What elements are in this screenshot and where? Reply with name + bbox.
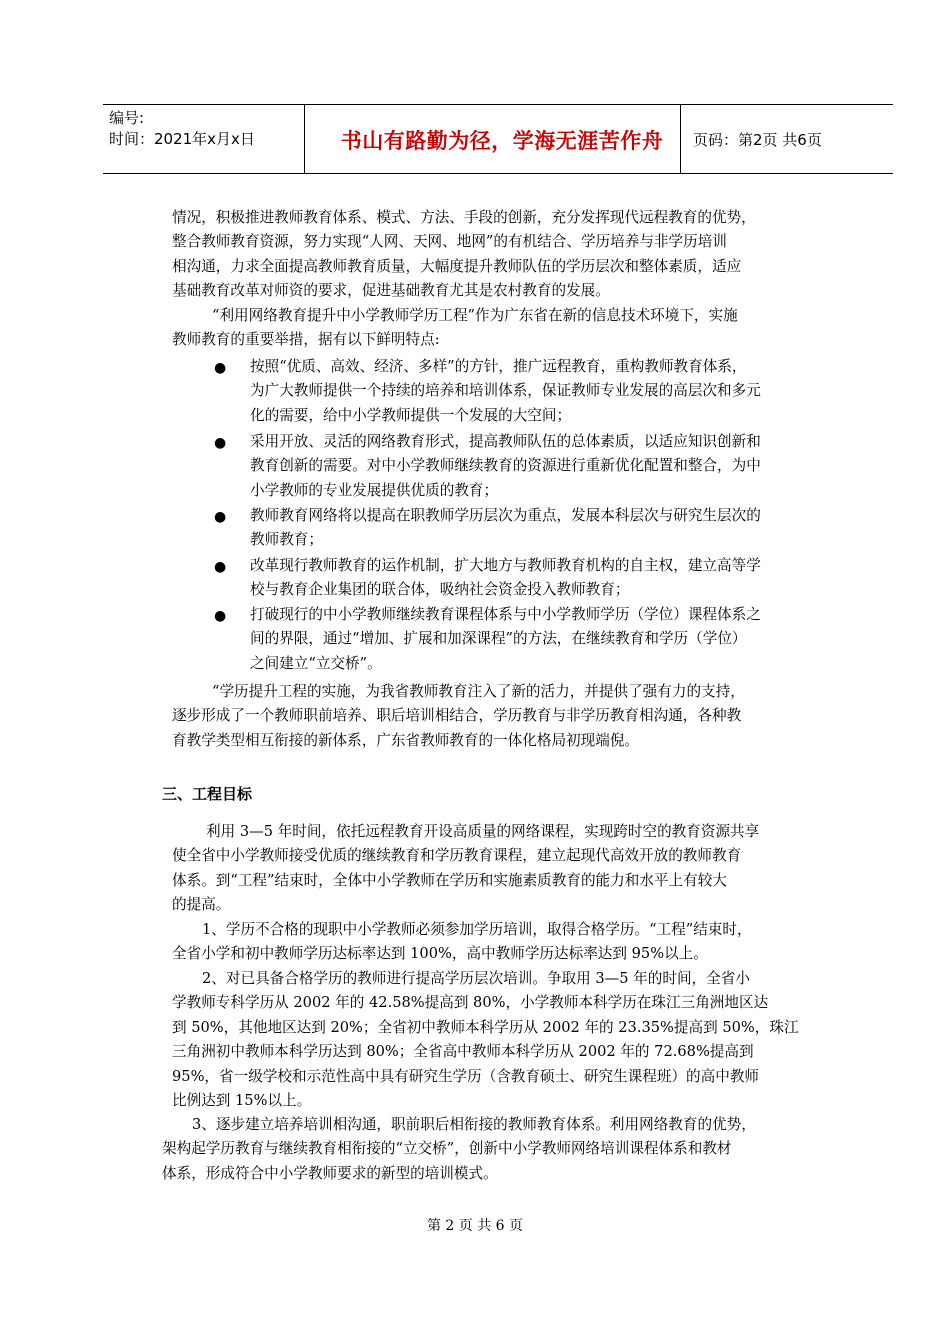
text-line: 三角洲初中教师本科学历达到 80%；全省高中教师本科学历从 2002 年的 72.68%提高到	[172, 1043, 754, 1061]
text-line: 95%，省一级学校和示范性高中具有研究生学历（含教育硕士、研究生课程班）的高中教师	[172, 1067, 760, 1085]
paragraph-5	[172, 918, 840, 967]
header-motto: 书山有路勤为径，学海无涯苦作舟	[340, 129, 664, 153]
bullet-item	[250, 504, 840, 553]
bullet-item	[250, 355, 840, 428]
header-divider	[680, 105, 681, 173]
bullet-dot: ●	[214, 559, 227, 575]
text-line: 使全省中小学教师接受优质的继续教育和学历教育课程，建立起现代高效开放的教师教育	[172, 847, 742, 865]
text-line: “利用网络教育提升中小学教师学历工程”作为广东省在新的信息技术环境下，实施	[212, 307, 738, 324]
text-line: 间的界限，通过“增加、扩展和加深课程”的方法，在继续教育和学历（学位）	[250, 630, 747, 648]
bullet-dot: ●	[214, 509, 227, 525]
text-line: 的提高。	[172, 896, 231, 914]
bullet-item	[250, 430, 840, 503]
text-line: 之间建立“立交桥”。	[250, 654, 382, 672]
text-line: 为广大教师提供一个持续的培养和培训体系，保证教师专业发展的高层次和多元	[250, 382, 761, 400]
header-divider	[304, 105, 305, 173]
text-line: 育教学类型相互衔接的新体系，广东省教师教育的一体化格局初现端倪。	[172, 731, 640, 749]
text-line: 利用 3—5 年时间，依托远程教育开设高质量的网络课程，实现跨时空的教育资源共享	[206, 823, 760, 840]
paragraph-4	[172, 820, 840, 918]
section-heading: 三、工程目标	[162, 785, 253, 803]
text-line: 按照“优质、高效、经济、多样”的方针，推广远程教育，重构教师教育体系，	[250, 358, 747, 375]
text-line: 教育创新的需要。对中小学教师继续教育的资源进行重新优化配置和整合，为中	[250, 457, 761, 475]
header-meta	[109, 108, 255, 150]
text-line: 情况，积极推进教师教育体系、模式、方法、手段的创新，充分发挥现代远程教育的优势，	[172, 209, 756, 226]
paragraph-1	[172, 206, 840, 304]
paragraph-2	[172, 304, 840, 353]
bullet-item	[250, 603, 840, 676]
text-line: 比例达到 15%以上。	[172, 1092, 312, 1110]
text-line: “学历提升工程的实施，为我省教师教育注入了新的活力，并提供了强有力的支持，	[212, 683, 745, 700]
text-line: 架构起学历教育与继续教育相衔接的“立交桥”，创新中小学教师网络培训课程体系和教材	[162, 1140, 732, 1158]
text-line: 3、逐步建立培养培训相沟通，职前职后相衔接的教师教育体系。利用网络教育的优势，	[192, 1116, 756, 1133]
bullet-item	[250, 554, 840, 603]
text-line: 改革现行教师教育的运作机制，扩大地方与教师教育机构的自主权，建立高等学	[250, 557, 761, 574]
text-line: 体系。到“工程”结束时，全体中小学教师在学历和实施素质教育的能力和水平上有较大	[172, 871, 727, 889]
bullet-dot: ●	[214, 608, 227, 624]
text-line: 教师教育网络将以提高在职教师学历层次为重点，发展本科层次与研究生层次的	[250, 507, 761, 524]
text-line: 教师教育的重要举措，据有以下鲜明特点:	[172, 331, 440, 349]
text-line: 基础教育改革对师资的要求，促进基础教育尤其是农村教育的发展。	[172, 282, 610, 300]
text-line: 全省小学和初中教师学历达标率达到 100%，高中教师学历达标率达到 95%以上。	[172, 945, 708, 963]
text-line: 化的需要，给中小学教师提供一个发展的大空间；	[250, 406, 572, 424]
text-line: 到 50%，其他地区达到 20%；全省初中教师本科学历从 2002 年的 23.35%提高到 50%，珠江	[172, 1018, 799, 1036]
text-line: 1、学历不合格的现职中小学教师必须参加学历培训，取得合格学历。“工程”结束时，	[202, 921, 752, 938]
paragraph-3	[172, 680, 840, 753]
text-line: 校与教育企业集团的联合体，吸纳社会资金投入教师教育；	[250, 581, 630, 599]
text-line: 2、对已具备合格学历的教师进行提高学历层次培训。争取用 3—5 年的时间，全省小	[202, 970, 750, 987]
text-line: 采用开放、灵活的网络教育形式，提高教师队伍的总体素质，以适应知识创新和	[250, 433, 761, 450]
text-line: 小学教师的专业发展提供优质的教育；	[250, 481, 499, 499]
text-line: 打破现行的中小学教师继续教育课程体系与中小学教师学历（学位）课程体系之	[250, 606, 761, 623]
page-header	[103, 104, 893, 174]
text-line: 体系，形成符合中小学教师要求的新型的培训模式。	[162, 1164, 498, 1182]
code-label: 编号:	[109, 109, 145, 127]
text-line: 整合教师教育资源，努力实现“人网、天网、地网”的有机结合、学历培养与非学历培训	[172, 233, 727, 251]
text-line: 相沟通，力求全面提高教师教育质量，大幅度提升教师队伍的学历层次和整体素质，适应	[172, 257, 742, 275]
bullet-dot: ●	[214, 435, 227, 451]
bullet-dot: ●	[214, 360, 227, 376]
header-page-number: 页码：第2页 共6页	[693, 131, 822, 149]
paragraph-6	[172, 967, 840, 1113]
paragraph-7	[162, 1113, 840, 1186]
page-footer: 第 2 页 共 6 页	[426, 1218, 524, 1234]
text-line: 学教师专科学历从 2002 年的 42.58%提高到 80%，小学教师本科学历在珠江三角洲地区达	[172, 994, 769, 1012]
text-line: 逐步形成了一个教师职前培养、职后培训相结合，学历教育与非学历教育相沟通，各种教	[172, 707, 742, 725]
time-label: 时间：2021年x月x日	[109, 130, 255, 148]
text-line: 教师教育；	[250, 531, 323, 549]
